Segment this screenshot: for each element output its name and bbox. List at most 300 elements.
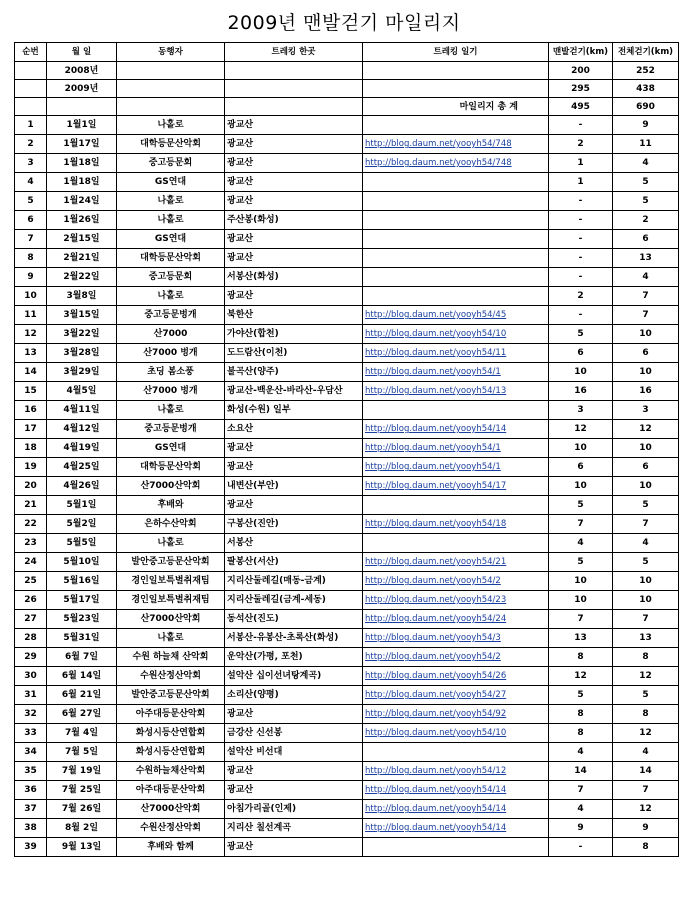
summary-total: 438	[613, 80, 679, 98]
diary-link[interactable]: http://blog.daum.net/yooyh54/1	[365, 462, 501, 472]
table-row	[15, 173, 679, 192]
table-row	[15, 192, 679, 211]
cell-place: 팔봉산(서산)	[225, 553, 363, 572]
cell-companion: 후배와	[117, 496, 225, 515]
cell-diary	[363, 325, 549, 344]
table-row	[15, 686, 679, 705]
diary-link[interactable]: http://blog.daum.net/yooyh54/24	[365, 614, 507, 624]
table-row	[15, 705, 679, 724]
cell-diary	[363, 268, 549, 287]
cell-total: 8	[613, 838, 679, 857]
diary-link[interactable]: http://blog.daum.net/yooyh54/1	[365, 367, 501, 377]
cell-companion: 후배와 함께	[117, 838, 225, 857]
cell-companion: 산7000	[117, 325, 225, 344]
sheet-title: 2009년 맨발걷기 마일리지	[227, 12, 461, 34]
header-barefoot: 맨발걷기(km)	[549, 43, 613, 62]
table-row	[15, 667, 679, 686]
diary-link[interactable]: http://blog.daum.net/yooyh54/2	[365, 652, 501, 662]
cell-barefoot: -	[549, 116, 613, 135]
cell-no: 25	[15, 572, 47, 591]
diary-link[interactable]: http://blog.daum.net/yooyh54/13	[365, 386, 507, 396]
cell-diary	[363, 610, 549, 629]
cell-date: 3월28일	[47, 344, 117, 363]
cell-total: 4	[613, 743, 679, 762]
cell-no: 10	[15, 287, 47, 306]
cell-total: 7	[613, 610, 679, 629]
cell-diary	[363, 344, 549, 363]
table-row	[15, 610, 679, 629]
cell-barefoot: 10	[549, 572, 613, 591]
cell-no: 4	[15, 173, 47, 192]
cell-place: 소리산(양평)	[225, 686, 363, 705]
cell-total: 10	[613, 477, 679, 496]
header-date: 월 일	[47, 43, 117, 62]
cell-total: 8	[613, 648, 679, 667]
cell-total: 8	[613, 705, 679, 724]
diary-link[interactable]: http://blog.daum.net/yooyh54/23	[365, 595, 507, 605]
cell-place: 광교산	[225, 287, 363, 306]
header-no: 순번	[15, 43, 47, 62]
cell-companion: 나홀로	[117, 629, 225, 648]
cell-date: 6월 27일	[47, 705, 117, 724]
cell-diary	[363, 287, 549, 306]
mileage-table	[14, 42, 679, 857]
cell-no: 20	[15, 477, 47, 496]
cell-place: 광교산	[225, 116, 363, 135]
cell-barefoot: -	[549, 838, 613, 857]
cell-date: 1월24일	[47, 192, 117, 211]
summary-barefoot: 200	[549, 62, 613, 80]
cell-place: 동석산(진도)	[225, 610, 363, 629]
table-row	[15, 420, 679, 439]
cell-diary	[363, 553, 549, 572]
cell-date: 7월 25일	[47, 781, 117, 800]
header-row	[15, 43, 679, 62]
cell-diary	[363, 667, 549, 686]
diary-link[interactable]: http://blog.daum.net/yooyh54/10	[365, 728, 507, 738]
cell-total: 10	[613, 572, 679, 591]
cell-diary	[363, 629, 549, 648]
cell-barefoot: 10	[549, 591, 613, 610]
cell-no: 23	[15, 534, 47, 553]
diary-link[interactable]: http://blog.daum.net/yooyh54/14	[365, 424, 507, 434]
cell-diary	[363, 743, 549, 762]
header-companion: 동행자	[117, 43, 225, 62]
cell-date: 6월 7일	[47, 648, 117, 667]
cell-place: 구봉산(진안)	[225, 515, 363, 534]
cell-no: 5	[15, 192, 47, 211]
cell-barefoot: 5	[549, 553, 613, 572]
table-row	[15, 648, 679, 667]
cell-diary	[363, 686, 549, 705]
cell-diary	[363, 173, 549, 192]
diary-link[interactable]: http://blog.daum.net/yooyh54/10	[365, 329, 507, 339]
cell-date: 5월16일	[47, 572, 117, 591]
cell-companion: 수원산정산악회	[117, 819, 225, 838]
cell-no: 13	[15, 344, 47, 363]
cell-diary	[363, 363, 549, 382]
cell-barefoot: 5	[549, 686, 613, 705]
cell-companion: 나홀로	[117, 401, 225, 420]
cell-total: 11	[613, 135, 679, 154]
cell-place: 광교산	[225, 705, 363, 724]
table-row	[15, 344, 679, 363]
table-row	[15, 230, 679, 249]
cell-no: 17	[15, 420, 47, 439]
table-row	[15, 458, 679, 477]
diary-link[interactable]: http://blog.daum.net/yooyh54/45	[365, 310, 507, 320]
cell-total: 7	[613, 287, 679, 306]
cell-place: 내변산(부안)	[225, 477, 363, 496]
table-row	[15, 477, 679, 496]
cell-date: 4월26일	[47, 477, 117, 496]
cell-barefoot: 1	[549, 173, 613, 192]
cell-no: 24	[15, 553, 47, 572]
cell-diary	[363, 572, 549, 591]
diary-link[interactable]: http://blog.daum.net/yooyh54/14	[365, 804, 507, 814]
cell-date: 2월15일	[47, 230, 117, 249]
cell-companion: 화성시등산연합회	[117, 724, 225, 743]
cell-diary	[363, 458, 549, 477]
cell-date: 5월1일	[47, 496, 117, 515]
cell-date: 5월23일	[47, 610, 117, 629]
cell-total: 13	[613, 629, 679, 648]
cell-no: 34	[15, 743, 47, 762]
cell-date: 4월25일	[47, 458, 117, 477]
cell-barefoot: 9	[549, 819, 613, 838]
diary-link[interactable]: http://blog.daum.net/yooyh54/17	[365, 481, 507, 491]
cell-date: 1월26일	[47, 211, 117, 230]
cell-barefoot: -	[549, 268, 613, 287]
cell-total: 4	[613, 534, 679, 553]
cell-companion: 중고등문벙개	[117, 420, 225, 439]
cell-no: 38	[15, 819, 47, 838]
cell-barefoot: 4	[549, 743, 613, 762]
table-row	[15, 363, 679, 382]
cell-companion: 산7000 벙개	[117, 344, 225, 363]
cell-place: 설악산 비선대	[225, 743, 363, 762]
cell-barefoot: 10	[549, 363, 613, 382]
table-row	[15, 116, 679, 135]
cell-no: 22	[15, 515, 47, 534]
cell-diary	[363, 781, 549, 800]
cell-total: 12	[613, 800, 679, 819]
cell-date: 2월21일	[47, 249, 117, 268]
summary-label: 2008년	[47, 62, 117, 80]
summary-total: 690	[613, 98, 679, 116]
cell-place: 광교산	[225, 762, 363, 781]
cell-companion: 대학등문산악회	[117, 249, 225, 268]
diary-link[interactable]: http://blog.daum.net/yooyh54/21	[365, 557, 507, 567]
table-row	[15, 401, 679, 420]
cell-barefoot: 4	[549, 534, 613, 553]
cell-date: 4월19일	[47, 439, 117, 458]
cell-diary	[363, 154, 549, 173]
cell-diary	[363, 838, 549, 857]
cell-no: 11	[15, 306, 47, 325]
cell-diary	[363, 515, 549, 534]
cell-no: 37	[15, 800, 47, 819]
cell-no: 8	[15, 249, 47, 268]
diary-link[interactable]: http://blog.daum.net/yooyh54/92	[365, 709, 507, 719]
cell-companion: 산7000산악회	[117, 800, 225, 819]
cell-place: 화성(수원) 일부	[225, 401, 363, 420]
cell-no: 6	[15, 211, 47, 230]
table-row	[15, 515, 679, 534]
cell-total: 5	[613, 686, 679, 705]
diary-link[interactable]: http://blog.daum.net/yooyh54/12	[365, 766, 507, 776]
cell-barefoot: 6	[549, 458, 613, 477]
cell-barefoot: 7	[549, 610, 613, 629]
table-row	[15, 287, 679, 306]
cell-date: 7월 4일	[47, 724, 117, 743]
cell-place: 광교산	[225, 230, 363, 249]
cell-date: 7월 5일	[47, 743, 117, 762]
cell-date: 1월17일	[47, 135, 117, 154]
cell-place: 가야산(합천)	[225, 325, 363, 344]
cell-place: 지리산 칠선계곡	[225, 819, 363, 838]
table-row	[15, 135, 679, 154]
diary-link[interactable]: http://blog.daum.net/yooyh54/14	[365, 823, 507, 833]
cell-diary	[363, 116, 549, 135]
table-row	[15, 762, 679, 781]
cell-companion: 수원 하늘채 산악회	[117, 648, 225, 667]
cell-companion: 발안중고등문산악회	[117, 686, 225, 705]
cell-place: 광교산	[225, 173, 363, 192]
cell-barefoot: 7	[549, 781, 613, 800]
cell-diary	[363, 420, 549, 439]
cell-place: 광교산	[225, 154, 363, 173]
cell-total: 4	[613, 154, 679, 173]
cell-barefoot: 2	[549, 135, 613, 154]
cell-no: 28	[15, 629, 47, 648]
summary-barefoot: 495	[549, 98, 613, 116]
cell-no: 19	[15, 458, 47, 477]
cell-date: 5월5일	[47, 534, 117, 553]
cell-total: 10	[613, 591, 679, 610]
table-row	[15, 154, 679, 173]
cell-diary	[363, 534, 549, 553]
cell-place: 광교산	[225, 781, 363, 800]
cell-total: 12	[613, 420, 679, 439]
diary-link[interactable]: http://blog.daum.net/yooyh54/3	[365, 633, 501, 643]
cell-total: 9	[613, 116, 679, 135]
cell-companion: 나홀로	[117, 116, 225, 135]
cell-no: 2	[15, 135, 47, 154]
cell-barefoot: -	[549, 306, 613, 325]
cell-total: 5	[613, 173, 679, 192]
table-row	[15, 306, 679, 325]
table-row	[15, 496, 679, 515]
diary-link[interactable]: http://blog.daum.net/yooyh54/1	[365, 443, 501, 453]
cell-companion: 산7000 벙개	[117, 382, 225, 401]
summary-total: 252	[613, 62, 679, 80]
cell-companion: 경인일보특별취재팀	[117, 591, 225, 610]
cell-place: 서봉산-유봉산-초록산(화성)	[225, 629, 363, 648]
cell-barefoot: 14	[549, 762, 613, 781]
cell-companion: 나홀로	[117, 534, 225, 553]
cell-place: 광교산	[225, 458, 363, 477]
cell-companion: 화성시등산연합회	[117, 743, 225, 762]
cell-place: 설악산 십이선녀탕계곡)	[225, 667, 363, 686]
diary-link[interactable]: http://blog.daum.net/yooyh54/748	[365, 158, 512, 168]
cell-total: 13	[613, 249, 679, 268]
cell-companion: 대학등문산악회	[117, 135, 225, 154]
cell-companion: 중고등문회	[117, 268, 225, 287]
table-row	[15, 268, 679, 287]
cell-companion: 수원하늘채산악회	[117, 762, 225, 781]
cell-place: 광교산	[225, 496, 363, 515]
cell-total: 12	[613, 724, 679, 743]
cell-no: 26	[15, 591, 47, 610]
cell-total: 12	[613, 667, 679, 686]
cell-barefoot: 3	[549, 401, 613, 420]
table-row	[15, 572, 679, 591]
cell-companion: 산7000산악회	[117, 477, 225, 496]
cell-barefoot: 16	[549, 382, 613, 401]
cell-no: 7	[15, 230, 47, 249]
table-row	[15, 553, 679, 572]
cell-no: 12	[15, 325, 47, 344]
cell-barefoot: -	[549, 230, 613, 249]
cell-no: 39	[15, 838, 47, 857]
cell-total: 4	[613, 268, 679, 287]
cell-total: 5	[613, 192, 679, 211]
cell-diary	[363, 249, 549, 268]
cell-total: 10	[613, 325, 679, 344]
cell-date: 1월18일	[47, 173, 117, 192]
cell-place: 서봉산(화성)	[225, 268, 363, 287]
cell-no: 21	[15, 496, 47, 515]
cell-companion: 나홀로	[117, 192, 225, 211]
cell-barefoot: 10	[549, 439, 613, 458]
table-row	[15, 819, 679, 838]
cell-barefoot: 8	[549, 724, 613, 743]
cell-date: 6월 14일	[47, 667, 117, 686]
cell-companion: 아주대등문산악회	[117, 781, 225, 800]
diary-link[interactable]: http://blog.daum.net/yooyh54/26	[365, 671, 507, 681]
cell-companion: 중고등문벙개	[117, 306, 225, 325]
table-row	[15, 211, 679, 230]
cell-place: 아침가리골(인제)	[225, 800, 363, 819]
cell-total: 6	[613, 458, 679, 477]
diary-link[interactable]: http://blog.daum.net/yooyh54/11	[365, 348, 507, 358]
cell-barefoot: 12	[549, 420, 613, 439]
cell-companion: 발안중고등문산악회	[117, 553, 225, 572]
cell-place: 지리산둘레길(금계-세동)	[225, 591, 363, 610]
cell-companion: 아주대등문산악회	[117, 705, 225, 724]
cell-no: 14	[15, 363, 47, 382]
cell-total: 10	[613, 439, 679, 458]
cell-companion: GS연대	[117, 439, 225, 458]
header-place: 트레킹 한곳	[225, 43, 363, 62]
table-row	[15, 838, 679, 857]
cell-date: 3월22일	[47, 325, 117, 344]
cell-companion: 나홀로	[117, 211, 225, 230]
cell-no: 32	[15, 705, 47, 724]
cell-date: 2월22일	[47, 268, 117, 287]
cell-date: 5월10일	[47, 553, 117, 572]
cell-diary	[363, 724, 549, 743]
cell-total: 6	[613, 230, 679, 249]
cell-place: 광교산	[225, 135, 363, 154]
cell-place: 북한산	[225, 306, 363, 325]
cell-barefoot: 6	[549, 344, 613, 363]
cell-diary	[363, 135, 549, 154]
diary-link[interactable]: http://blog.daum.net/yooyh54/18	[365, 519, 507, 529]
cell-companion: GS연대	[117, 173, 225, 192]
cell-companion: 은하수산악회	[117, 515, 225, 534]
cell-diary	[363, 306, 549, 325]
cell-barefoot: 12	[549, 667, 613, 686]
cell-diary	[363, 439, 549, 458]
cell-companion: 산7000산악회	[117, 610, 225, 629]
cell-no: 9	[15, 268, 47, 287]
diary-link[interactable]: http://blog.daum.net/yooyh54/27	[365, 690, 507, 700]
cell-date: 1월1일	[47, 116, 117, 135]
cell-place: 광교산-백운산-바라산-우담산	[225, 382, 363, 401]
cell-no: 1	[15, 116, 47, 135]
cell-total: 5	[613, 553, 679, 572]
cell-date: 4월12일	[47, 420, 117, 439]
cell-place: 운악산(가평, 포천)	[225, 648, 363, 667]
cell-place: 소요산	[225, 420, 363, 439]
cell-barefoot: 1	[549, 154, 613, 173]
cell-place: 광교산	[225, 249, 363, 268]
table-row	[15, 382, 679, 401]
diary-link[interactable]: http://blog.daum.net/yooyh54/2	[365, 576, 501, 586]
cell-no: 33	[15, 724, 47, 743]
cell-barefoot: 7	[549, 515, 613, 534]
table-row	[15, 249, 679, 268]
cell-diary	[363, 382, 549, 401]
header-total: 전체걷기(km)	[613, 43, 679, 62]
cell-date: 4월11일	[47, 401, 117, 420]
cell-barefoot: 10	[549, 477, 613, 496]
cell-no: 3	[15, 154, 47, 173]
cell-barefoot: 5	[549, 325, 613, 344]
cell-place: 금강산 신선봉	[225, 724, 363, 743]
cell-companion: GS연대	[117, 230, 225, 249]
cell-barefoot: -	[549, 249, 613, 268]
cell-barefoot: 4	[549, 800, 613, 819]
cell-barefoot: 2	[549, 287, 613, 306]
table-row	[15, 325, 679, 344]
cell-date: 5월31일	[47, 629, 117, 648]
cell-diary	[363, 705, 549, 724]
cell-companion: 수원산정산악회	[117, 667, 225, 686]
cell-place: 불곡산(양주)	[225, 363, 363, 382]
cell-date: 3월15일	[47, 306, 117, 325]
table-row	[15, 724, 679, 743]
summary-row	[15, 80, 679, 98]
table-row	[15, 534, 679, 553]
cell-date: 8월 2일	[47, 819, 117, 838]
cell-barefoot: 13	[549, 629, 613, 648]
diary-link[interactable]: http://blog.daum.net/yooyh54/748	[365, 139, 512, 149]
diary-link[interactable]: http://blog.daum.net/yooyh54/14	[365, 785, 507, 795]
cell-companion: 경인일보특별취재팀	[117, 572, 225, 591]
cell-companion: 초딩 봄소풍	[117, 363, 225, 382]
cell-companion: 대학등문산악회	[117, 458, 225, 477]
table-row	[15, 800, 679, 819]
cell-diary	[363, 401, 549, 420]
cell-date: 5월17일	[47, 591, 117, 610]
cell-diary	[363, 648, 549, 667]
cell-date: 9월 13일	[47, 838, 117, 857]
cell-diary	[363, 211, 549, 230]
cell-diary	[363, 819, 549, 838]
